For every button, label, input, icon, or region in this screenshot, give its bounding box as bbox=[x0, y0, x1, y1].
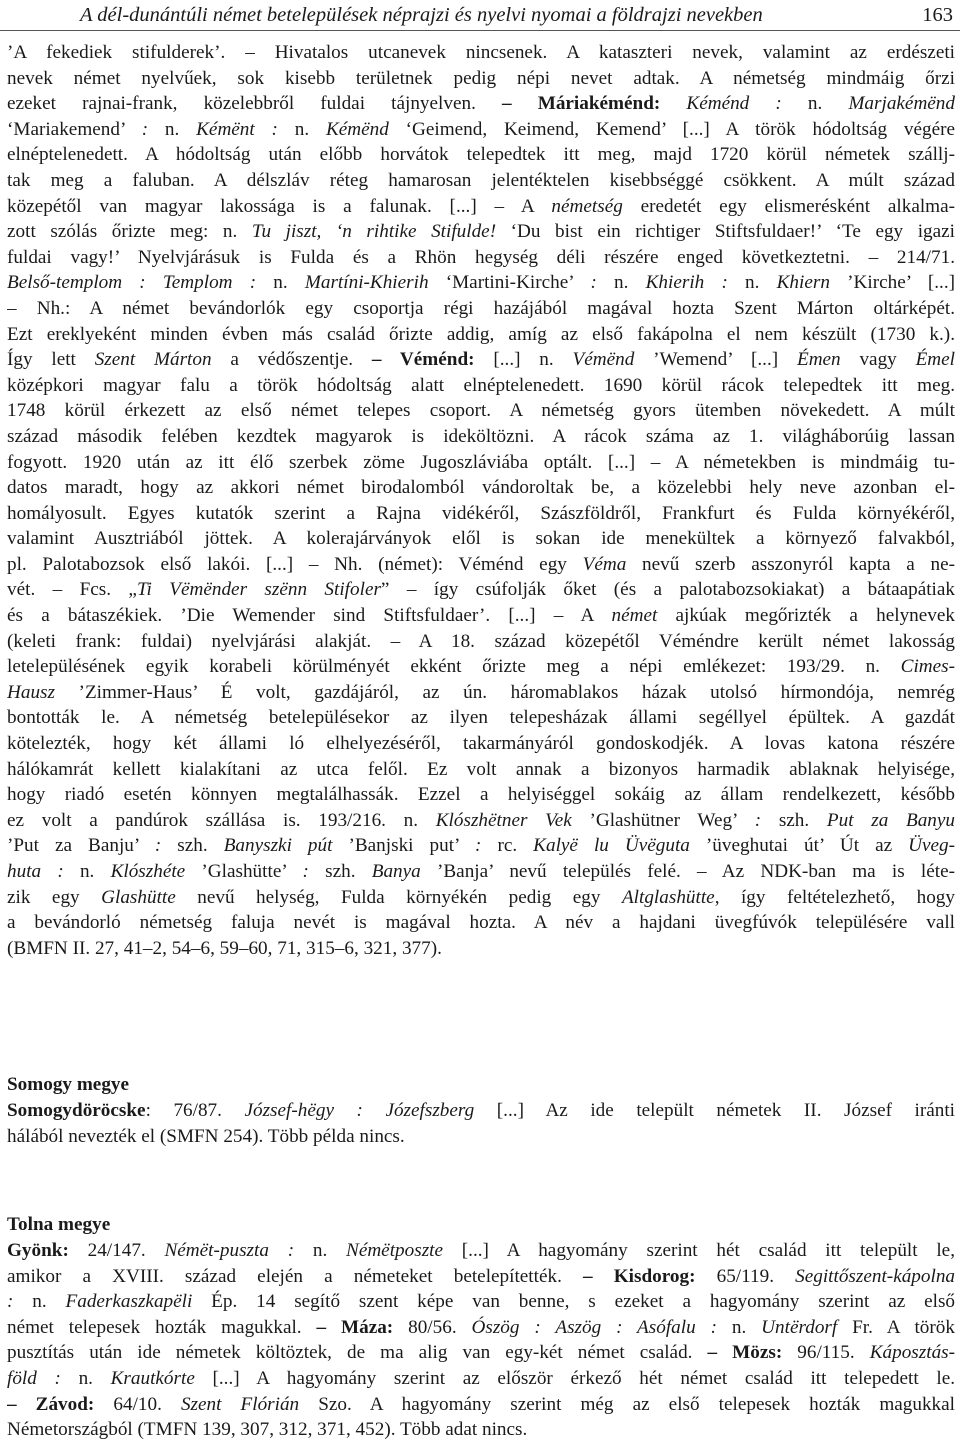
text-line bbox=[7, 936, 955, 962]
text-segment: Émen bbox=[796, 349, 841, 371]
text-segment: homályosult. Egyes kutatók szerint a Rajna vidékéről, Szászföldről, Frankfurt és Fulda környékéről, bbox=[7, 502, 955, 524]
text-segment: föld : bbox=[7, 1367, 79, 1389]
text-segment: n. bbox=[731, 1316, 762, 1338]
text-segment: – Závod: bbox=[7, 1393, 95, 1415]
text-segment: század második felében kezdtek magyarok is ideköltözni. A rácok száma az 1. világháborúig lassan bbox=[7, 425, 955, 447]
text-segment: valamint Ausztriából jöttek. A kolerajárványok elől is sokan ide menekültek a környező falvakból, bbox=[7, 528, 955, 550]
text-line bbox=[7, 808, 955, 834]
text-segment: (keleti frank: fuldai) nyelvjárási alakját. – A 18. század közepétől Véméndre került német lakosság bbox=[7, 630, 955, 652]
text-segment: n. bbox=[745, 272, 777, 294]
text-segment: : bbox=[302, 861, 326, 882]
text-segment: Krautkórte bbox=[110, 1367, 195, 1389]
text-segment: közepétől van magyar lakossága is a falunak. [...] – A bbox=[7, 195, 552, 217]
text-line bbox=[7, 270, 955, 296]
text-segment: 1748 körül érkezett az első német telepes csoport. A németség gyors ütemben növekedett. A múlt bbox=[7, 400, 955, 422]
text-line bbox=[7, 731, 955, 757]
text-segment: Ószög : Aszög : Asófalu : bbox=[471, 1316, 732, 1338]
text-segment: n. bbox=[273, 272, 305, 294]
text-segment: (BMFN II. 27, 41–2, 54–6, 59–60, 71, 315–6, 321, 377). bbox=[7, 937, 442, 959]
text-line bbox=[7, 705, 955, 731]
text-line bbox=[7, 168, 955, 194]
text-segment: fuldai vagy!’ Nyelvjárásuk is Fulda és a Rhön hegység déli részére enged következtetni. – 214/71. bbox=[7, 246, 955, 268]
tolna-paragraph bbox=[7, 1238, 955, 1443]
text-line bbox=[7, 1264, 955, 1290]
text-segment: Ép. 14 segítő szent képe van benne, s ezeket a hagyomány szerint az első bbox=[192, 1291, 955, 1313]
text-line bbox=[7, 398, 955, 424]
text-segment: ‘Du bist ein richtiger Stiftsfuldaer!’ ‘Te egy igazi bbox=[496, 221, 955, 243]
section-heading-somogy: Somogy megye bbox=[7, 1074, 130, 1095]
text-line bbox=[7, 501, 955, 527]
text-segment: n. bbox=[807, 93, 849, 115]
text-segment: Kémënd bbox=[325, 118, 389, 140]
text-segment: vét. – Fcs. „ bbox=[7, 579, 137, 601]
text-segment: bontották le. A németség betelepülésekor az ilyen telepesházak állami segéllyel épültek. A gazdát bbox=[7, 707, 955, 729]
text-segment: hogy riadó esetén könnyen megtalálhassák. Ezzel a helyiséggel sokáig az állam rendelkezett, később bbox=[7, 784, 955, 806]
text-segment: n. bbox=[32, 1291, 66, 1313]
text-segment: nevek német nyelvűek, sok kisebb területnek pedig népi nevet adtak. A németség mindmáig őrzi bbox=[7, 67, 955, 89]
text-line bbox=[7, 219, 955, 245]
text-segment: pusztítás után ide németek költöztek, de ma alig van egy-két német család. bbox=[7, 1342, 708, 1364]
text-segment: ’Put za Banju’ bbox=[7, 835, 155, 857]
text-segment: letelepülésének egyik korabeli körülményét ekként őrizte meg a népi emlékezet: 193/29. n. bbox=[7, 656, 901, 678]
text-segment: ’Kirche’ [...] bbox=[829, 272, 955, 294]
text-segment: 80/56. bbox=[393, 1316, 472, 1338]
text-segment: , így feltételezhető, hogy bbox=[714, 886, 955, 908]
text-line bbox=[7, 757, 955, 783]
text-line bbox=[7, 66, 955, 92]
text-segment: hálából nevezték el (SMFN 254). Több példa nincs. bbox=[7, 1125, 405, 1147]
text-segment: huta : bbox=[7, 861, 80, 882]
text-line bbox=[7, 1392, 955, 1418]
text-segment: : bbox=[475, 835, 498, 857]
text-segment: fogyott. 1920 után az itt élő szerbek zöme Jugoszláviába optált. [...] – A németekben is mindmáig tu- bbox=[7, 451, 955, 473]
text-segment: n. bbox=[614, 272, 646, 294]
text-segment: ” – így csúfolják őket (és a palotabozsokiakat) a bátaapátiak bbox=[380, 579, 955, 601]
text-segment: Vémënd bbox=[572, 349, 635, 371]
text-segment: Banya bbox=[371, 861, 421, 882]
text-segment: : bbox=[590, 272, 615, 294]
text-segment: ezeket rajnai-frank, közelebbről fuldai tájnyelven. bbox=[7, 93, 502, 115]
text-segment: Szent Márton bbox=[94, 349, 212, 371]
text-segment: rc. bbox=[497, 835, 534, 857]
text-line bbox=[7, 885, 955, 911]
text-segment: [...] A hagyomány szerint hét család itt települt le, bbox=[443, 1240, 955, 1261]
text-segment: Fr. A török bbox=[837, 1316, 955, 1338]
text-segment: Németországból (TMFN 139, 307, 312, 371, 452). Több adat nincs. bbox=[7, 1419, 528, 1441]
text-line bbox=[7, 680, 955, 706]
text-segment: Káposztás- bbox=[869, 1342, 955, 1364]
text-segment: Khiern bbox=[776, 272, 830, 294]
text-segment: : 76/87. bbox=[145, 1100, 245, 1121]
page-header bbox=[0, 0, 960, 31]
running-title: A dél-dunántúli német betelepülések néprajzi és nyelvi nyomai a földrajzi nevekben bbox=[80, 4, 763, 26]
text-line bbox=[7, 40, 955, 66]
text-segment: németség bbox=[551, 195, 623, 217]
text-segment: 65/119. bbox=[695, 1265, 796, 1287]
text-segment: datos maradt, hogy az akkori német birodalomból vándoroltak be, a közelebbi hely neve azonban el- bbox=[7, 477, 955, 499]
text-segment: [...] Az ide települt németek II. József iránti bbox=[474, 1100, 955, 1121]
text-line bbox=[7, 1366, 955, 1392]
text-line bbox=[7, 1238, 955, 1264]
text-line bbox=[7, 577, 955, 603]
text-segment: n. bbox=[294, 118, 326, 140]
text-segment: Szo. A hagyomány szerint még az első telepesek hozták magukkal bbox=[299, 1393, 955, 1415]
text-segment: 64/10. bbox=[94, 1393, 181, 1415]
text-segment: zik egy bbox=[7, 886, 102, 908]
text-line bbox=[7, 1417, 955, 1443]
text-line bbox=[7, 424, 955, 450]
text-segment: Véma bbox=[582, 553, 627, 575]
text-line bbox=[7, 629, 955, 655]
text-segment: Khierih : bbox=[645, 272, 746, 294]
text-segment: Glashütte bbox=[101, 886, 176, 908]
text-segment: Némëtposzte bbox=[346, 1240, 444, 1261]
text-segment: és a bátaszékiek. ’Die Wemender sind Stiftsfuldaer’. [...] – A bbox=[7, 605, 612, 627]
text-line bbox=[7, 859, 955, 885]
text-line bbox=[7, 782, 955, 808]
text-segment: – Kisdorog: bbox=[583, 1265, 696, 1287]
page-number: 163 bbox=[922, 4, 953, 26]
text-segment: ’Glashütner Weg’ bbox=[571, 809, 755, 831]
text-line bbox=[7, 1098, 955, 1124]
text-segment: : bbox=[754, 809, 779, 831]
text-line bbox=[7, 475, 955, 501]
text-segment: Szent Flórián bbox=[180, 1393, 300, 1415]
text-segment: : bbox=[154, 835, 178, 857]
text-segment: Put za Banyu bbox=[826, 809, 955, 831]
text-segment: – Véménd: bbox=[371, 349, 475, 371]
text-line bbox=[7, 296, 955, 322]
text-segment: : bbox=[141, 118, 165, 140]
text-line bbox=[7, 450, 955, 476]
text-segment: ‘Mariakemend’ bbox=[7, 118, 142, 140]
text-segment: Altglashütte bbox=[621, 886, 715, 908]
text-segment: Somogydöröcske bbox=[7, 1100, 146, 1121]
text-segment: a bevándorló németség faluja nevét is magával hozta. A név a hajdani üvegfúvók településére vall bbox=[7, 912, 955, 934]
text-segment: ’Banjski put’ bbox=[332, 835, 476, 857]
text-line bbox=[7, 91, 955, 117]
text-segment: eredetét egy elismerésként alkalma- bbox=[622, 195, 955, 217]
text-segment: Banyszki pút bbox=[223, 835, 333, 857]
text-segment: ’Wemend’ [...] bbox=[634, 349, 797, 371]
text-segment: 96/115. bbox=[782, 1342, 870, 1364]
text-segment: Ezt ereklyeként minden évben más család őrizte addig, amíg az első fakápolna el nem készült (1730 k.). bbox=[7, 323, 955, 345]
text-segment: Segittőszent-kápolna bbox=[795, 1265, 955, 1287]
text-segment: ’Zimmer-Haus’ É volt, gazdájáról, az ún. háromablakos házak utolsó hírmondója, nemrég bbox=[54, 681, 955, 703]
somogy-paragraph bbox=[7, 1098, 955, 1149]
text-segment: Untërdorf bbox=[761, 1316, 838, 1338]
text-segment: [...] n. bbox=[474, 349, 573, 371]
text-segment: Faderkaszkapëli bbox=[65, 1291, 193, 1313]
text-line bbox=[7, 526, 955, 552]
text-segment: Így lett bbox=[7, 349, 95, 371]
text-segment: Kémënt : bbox=[196, 118, 295, 140]
text-segment: szh. bbox=[177, 835, 224, 857]
text-segment: – Máza: bbox=[316, 1316, 394, 1338]
text-segment: – Nh.: A német bevándorlók egy csoportja régi hazájából magával hozta Szent Márton oltárképét. bbox=[7, 297, 955, 319]
text-line bbox=[7, 910, 955, 936]
text-line bbox=[7, 117, 955, 143]
text-segment: ez volt a pandúrok szállása is. 193/216. n. bbox=[7, 809, 436, 831]
text-segment: József-hëgy : Józefszberg bbox=[244, 1100, 475, 1121]
text-segment: német bbox=[611, 605, 658, 627]
text-segment: [...] A hagyomány szerint az először érkező hét német család itt telepedett le. bbox=[194, 1367, 955, 1389]
text-segment: Kéménd : bbox=[686, 93, 808, 115]
text-segment: Némët-puszta : bbox=[164, 1240, 313, 1261]
text-segment: n. bbox=[79, 861, 111, 882]
text-segment: – Mözs: bbox=[707, 1342, 783, 1364]
text-segment: 24/147. bbox=[68, 1240, 165, 1261]
text-segment: Klószhéte bbox=[110, 861, 186, 882]
text-segment: n. bbox=[312, 1240, 347, 1261]
text-segment: ’Glashütte’ bbox=[185, 861, 303, 882]
text-segment: ajkúak megőrizték a helynevek bbox=[657, 605, 955, 627]
text-segment: Gyönk: bbox=[7, 1240, 69, 1261]
text-segment: n. bbox=[78, 1367, 111, 1389]
text-segment: hálókamrát kellett kialakítani az utca felől. Ez volt annak a bizonyos harmadik ablaknak helyisége, bbox=[7, 758, 955, 780]
text-segment: ’Banja’ nevű település felé. – Az NDK-ban ma is léte- bbox=[420, 861, 955, 882]
text-line bbox=[7, 833, 955, 859]
text-segment: német telepesek hozták magukkal. bbox=[7, 1316, 317, 1338]
text-segment: szh. bbox=[325, 861, 372, 882]
text-segment: Klószhëtner Vek bbox=[435, 809, 572, 831]
text-segment: a védőszentje. bbox=[211, 349, 372, 371]
text-segment: Ti Vëmënder szënn Stifoler bbox=[136, 579, 381, 601]
text-line bbox=[7, 347, 955, 373]
text-segment: Tu jiszt, ‘n rihtike Stifulde! bbox=[251, 221, 497, 243]
text-segment: zott szólás őrizte meg: n. bbox=[7, 221, 252, 243]
text-line bbox=[7, 1124, 955, 1150]
text-segment: vagy bbox=[840, 349, 916, 371]
text-segment bbox=[660, 93, 686, 114]
text-line bbox=[7, 373, 955, 399]
text-line bbox=[7, 194, 955, 220]
text-segment: ‘Geimend, Keimend, Kemend’ [...] A török hódoltság végére bbox=[388, 118, 955, 140]
text-line bbox=[7, 603, 955, 629]
text-segment: szh. bbox=[778, 809, 827, 831]
main-paragraph bbox=[7, 40, 955, 961]
text-segment: Belső-templom : Templom : bbox=[7, 272, 274, 294]
text-segment: Émel bbox=[915, 349, 955, 371]
text-segment: Kalyë lu Üvëguta bbox=[533, 835, 690, 857]
text-line bbox=[7, 142, 955, 168]
text-segment: Martíni-Khierih bbox=[304, 272, 429, 294]
text-line bbox=[7, 1315, 955, 1341]
text-segment: : bbox=[7, 1291, 33, 1313]
text-line bbox=[7, 654, 955, 680]
text-segment: elnéptelenedett. A hódoltság után előbb horvátok telepedtek itt meg, majd 1720 körül németek szállj- bbox=[7, 144, 955, 166]
text-segment: nevű helység, Fulda környékén pedig egy bbox=[175, 886, 622, 908]
text-segment: tak meg a faluban. A délszláv réteg hamarosan jelentéktelen kisebbséggé csökkent. A múlt század bbox=[7, 169, 955, 191]
text-segment: Marjakémënd bbox=[848, 93, 955, 115]
text-segment: Cimes- bbox=[900, 656, 955, 678]
text-segment: pl. Palotabozsok első lakói. [...] – Nh. (német): Véménd egy bbox=[7, 553, 583, 575]
text-line bbox=[7, 1340, 955, 1366]
text-segment: n. bbox=[164, 118, 197, 140]
text-segment: Üveg- bbox=[908, 835, 955, 857]
text-segment: kötelezték, hogy két állami ló elhelyezéséről, takarmányáról gondoskodjék. A lovas katona részére bbox=[7, 733, 955, 755]
text-segment: ‘Martini-Kirche’ bbox=[428, 272, 591, 294]
text-line bbox=[7, 245, 955, 271]
text-line bbox=[7, 1289, 955, 1315]
text-segment: nevű szerb asszonyról kapta a ne- bbox=[626, 553, 955, 575]
text-line bbox=[7, 552, 955, 578]
text-segment: középkori magyar falu a török hódoltság alatt elnéptelenedett. 1690 körül rácok telepedtek itt meg. bbox=[7, 374, 955, 396]
text-segment: ’üveghutai út’ Út az bbox=[689, 835, 909, 857]
text-line bbox=[7, 322, 955, 348]
text-segment: ’A fekediek stifulderek’. – Hivatalos utcanevek nincsenek. A kataszteri nevek, valamint az erdészeti bbox=[7, 42, 955, 63]
section-heading-tolna: Tolna megye bbox=[7, 1214, 111, 1235]
text-segment: Hausz bbox=[7, 681, 55, 703]
text-segment: – Máriakéménd: bbox=[502, 93, 661, 115]
text-segment: amikor a XVIII. század elején a németeket betelepítették. bbox=[7, 1265, 584, 1287]
